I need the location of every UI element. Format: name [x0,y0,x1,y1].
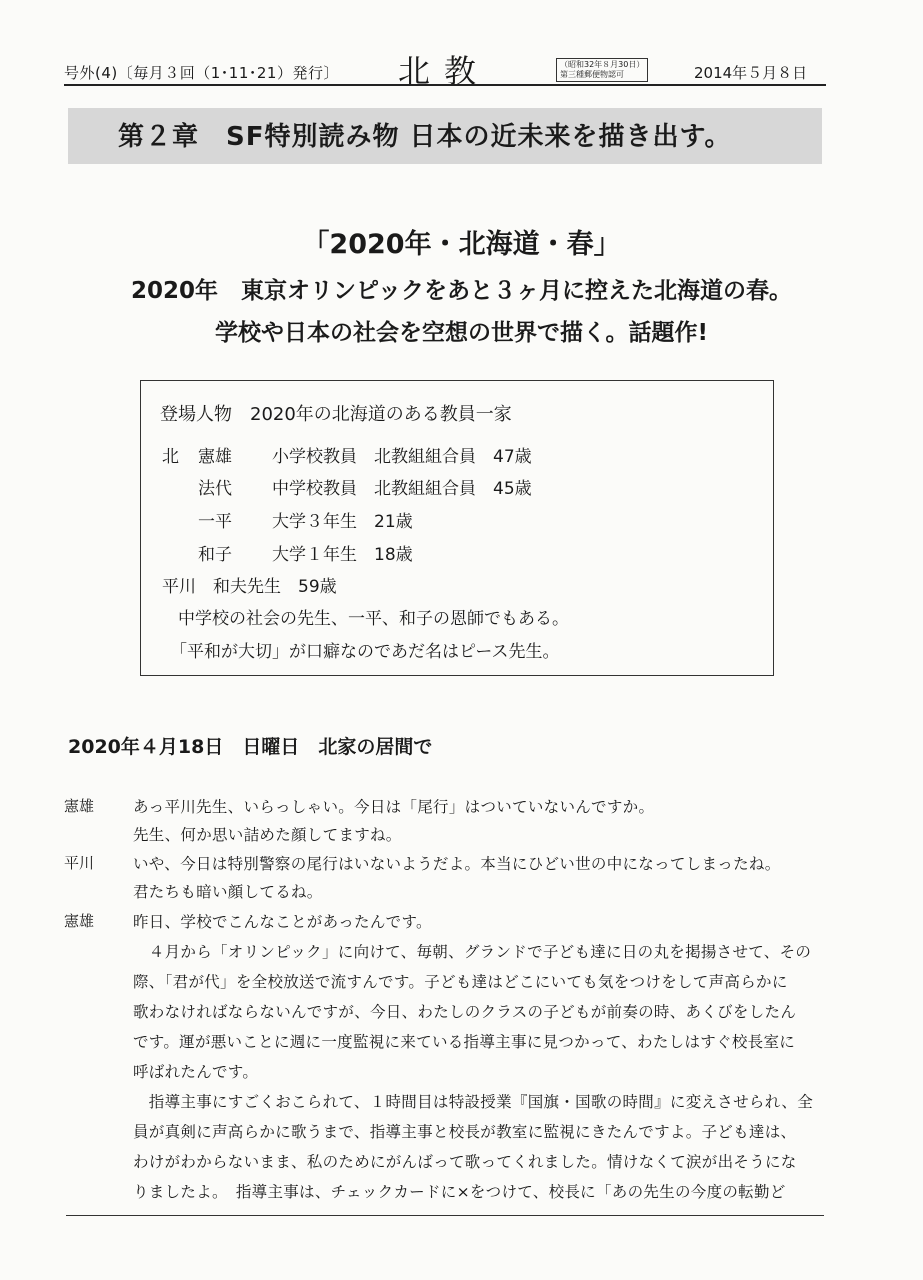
paper-title: 北教 [398,52,491,90]
permit-line-2: 第三種郵便物認可 [560,70,624,79]
cast-member-role: 小学校教員 北教組組合員 47歳 [272,447,532,467]
dialogue-line: りましたよ。 指導主事は、チェックカードに×をつけて、校長に「あの先生の今度の転勤ど [133,1183,786,1201]
cast-heading: 登場人物 2020年の北海道のある教員一家 [160,404,512,425]
postal-permit-note [556,58,648,82]
speaker-label: 憲雄 [64,797,95,815]
issue-date: 2014年５月８日 [694,64,808,82]
speaker-label: 憲雄 [64,912,95,930]
cast-member-role: 大学１年生 18歳 [272,545,413,565]
cast-member-name: 法代 [198,479,232,499]
cast-member-role: 中学校教員 北教組組合員 45歳 [272,479,532,499]
cast-member-name: 和子 [198,545,232,565]
dialogue-line: 歌わなければならないんですが、今日、わたしのクラスの子どもが前奏の時、あくびをしたん [133,1003,797,1021]
chapter-banner-text: 第２章 SF特別読み物 日本の近未来を描き出す。 [118,122,732,152]
dialogue-line: ４月から「オリンピック」に向けて、毎朝、グランドで子ども達に日の丸を掲揚させて、その [133,943,812,961]
scene-heading: 2020年４月18日 日曜日 北家の居間で [68,736,433,758]
permit-line-1: （昭和32年８月30日） [560,60,645,69]
header-rule [64,84,826,86]
dialogue-line: 先生、何か思い詰めた顔してますね。 [133,826,402,844]
dialogue-line: です。運が悪いことに週に一度監視に来ている指導主事に見つかって、わたしはすぐ校長室に [133,1033,796,1051]
family-name: 北 [162,447,179,467]
cast-member-name: 一平 [198,512,232,532]
dialogue-line: あっ平川先生、いらっしゃい。今日は「尾行」はついていないんですか。 [133,798,655,816]
cast-member-role: 大学３年生 21歳 [272,512,413,532]
footer-rule [66,1215,824,1216]
cast-member-name: 憲雄 [198,447,232,467]
issue-info: 号外(4)〔毎月３回（1･11･21）発行〕 [64,64,339,82]
dialogue-line: 君たちも暗い顔してるね。 [133,883,323,901]
story-lead-1: 2020年 東京オリンピックをあと３ヶ月に控えた北海道の春。 [130,278,793,304]
dialogue-line: いや、今日は特別警察の尾行はいないようだよ。本当にひどい世の中になってしまったね。 [133,855,781,873]
dialogue-line: わけがわからないまま、私のためにがんばって歌ってくれました。情けなくて涙が出そうにな [133,1153,797,1171]
dialogue-line: 指導主事にすごくおこられて、１時間目は特設授業『国旗・国歌の時間』に変えさせられ、全 [133,1093,814,1111]
story-lead-2: 学校や日本の社会を空想の世界で描く。話題作! [214,320,709,346]
story-title: 「2020年・北海道・春」 [302,229,621,260]
dialogue-line: 際、「君が代」を全校放送で流すんです。子ども達はどこにいても気をつけをして声高らかに [133,973,788,991]
speaker-label: 平川 [64,854,95,872]
dialogue-line: 昨日、学校でこんなことがあったんです。 [133,913,432,931]
teacher-note: 中学校の社会の先生、一平、和子の恩師でもある。 [178,609,569,629]
dialogue-line: 員が真剣に声高らかに歌うまで、指導主事と校長が教室に監視にきたんですよ。子ども達は、 [133,1123,797,1141]
teacher-entry: 平川 和夫先生 59歳 [162,577,337,597]
teacher-note: 「平和が大切」が口癖なのであだ名はピース先生。 [170,642,560,662]
dialogue-line: 呼ばれたんです。 [133,1063,259,1081]
